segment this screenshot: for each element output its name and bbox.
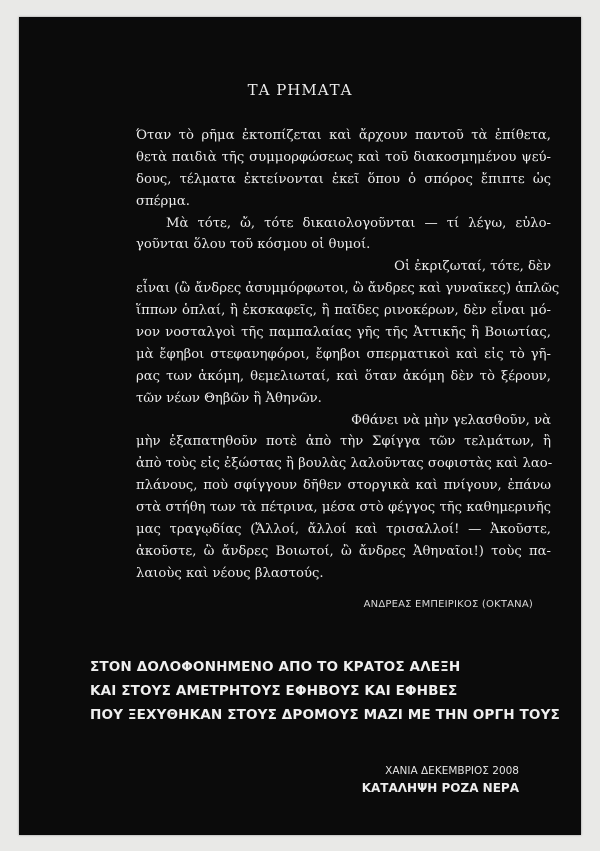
poem-line: εἶναι (ὢ ἄνδρες ἀσυμμόρφωτοι, ὢ ἄνδρες καὶ γυναῖκες) ἁπλῶς: [136, 281, 560, 297]
poem-line: ἵππων ὁπλαί, ἢ ἐκσκαφεῖς, ἢ παῖδες ρινοκέρων, δὲν εἶναι μό-: [136, 303, 551, 319]
poem-line: γοῦνται ὅλου τοῦ κόσμου οἱ θυμοί.: [136, 237, 371, 253]
dedication-line: ΣΤΟΝ ΔΟΛΟΦΟΝΗΜΕΝΟ ΑΠΟ ΤΟ ΚΡΑΤΟΣ ΑΛΕΞΗ: [90, 659, 461, 675]
signature: ΚΑΤΑΛΗΨΗ ΡΟΖΑ ΝΕΡΑ: [361, 781, 519, 795]
poem-line: Μὰ τότε, ὤ, τότε δικαιολογοῦνται — τί λέγω, εὐλο-: [166, 215, 551, 231]
poem-title: ΤΑ ΡΗΜΑΤΑ: [247, 81, 353, 99]
poem-line: ἀπὸ τοὺς εἰς ἐξώστας ἢ βουλὰς λαλοῦντας σοφιστὰς καὶ λαο-: [136, 456, 553, 472]
poem-line: ρας των ἀκόμη, θεμελιωταί, καὶ ὅταν ἀκόμη δὲν τὸ ξέρουν,: [136, 368, 551, 384]
poem-attribution: ΑΝΔΡΕΑΣ ΕΜΠΕΙΡΙΚΟΣ (ΟΚΤΑΝΑ): [363, 599, 533, 610]
poem-line: νον νοσταλγοὶ τῆς παμπαλαίας γῆς τῆς Ἀττικῆς ἢ Βοιωτίας,: [136, 325, 551, 341]
poem-line: πλάνους, ποὺ σφίγγουν δῆθεν στοργικὰ καὶ πνίγουν, ἐπάνω: [136, 478, 551, 494]
poem-line: λαιοὺς καὶ νέους βλαστούς.: [136, 565, 324, 581]
poem-line: στὰ στήθη των τὰ πέτρινα, μέσα στὸ φέγγος τῆς καθημερινῆς: [136, 500, 551, 516]
dedication: [90, 655, 560, 727]
poem-line: Όταν τὸ ρῆμα ἐκτοπίζεται καὶ ἄρχουν παντοῦ τὰ ἐπίθετα,: [136, 128, 551, 143]
poem-line: Φθάνει νὰ μὴν γελασθοῦν, νὰ: [351, 412, 551, 428]
poem-line: θετὰ παιδιὰ τῆς συμμορφώσεως καὶ τοῦ διακοσμημένου ψεύ-: [136, 149, 551, 165]
dedication-line: ΠΟΥ ΞΕΧΥΘΗΚΑΝ ΣΤΟΥΣ ΔΡΟΜΟΥΣ ΜΑΖΙ ΜΕ ΤΗΝ ΟΡΓΗ ΤΟΥΣ: [90, 707, 560, 723]
poem-line: δους, τέλματα ἐκτείνονται ἐκεῖ ὅπου ὁ σπόρος ἔπιπτε ὡς: [136, 171, 551, 187]
poster: [19, 17, 581, 835]
dedication-line: ΚΑΙ ΣΤΟΥΣ ΑΜΕΤΡΗΤΟΥΣ ΕΦΗΒΟΥΣ ΚΑΙ ΕΦΗΒΕΣ: [90, 683, 458, 699]
poem-line: μὴν ἐξαπατηθοῦν ποτὲ ἀπὸ τὴν Σφίγγα τῶν τελμάτων, ἢ: [136, 434, 551, 450]
poem-line: σπέρμα.: [136, 193, 190, 209]
poem-line: μὰ ἔφηβοι στεφανηφόροι, ἔφηβοι σπερματικοὶ καὶ εἰς τὸ γῆ-: [136, 346, 551, 362]
poem-line: τῶν νέων Θηβῶν ἢ Ἀθηνῶν.: [136, 390, 322, 406]
poem-line: μας τραγῳδίας (Ἄλλοί, ἄλλοί καὶ τρισαλλοί! — Ἀκοῦστε,: [136, 522, 551, 538]
poem-body: [136, 125, 560, 585]
poem-line: Οἱ ἐκριζωταί, τότε, δὲν: [394, 259, 551, 275]
poem-line: ἀκοῦστε, ὢ ἄνδρες Βοιωτοί, ὢ ἄνδρες Ἀθηναῖοι!) τοὺς πα-: [136, 543, 551, 559]
place-date: ΧΑΝΙΑ ΔΕΚΕΜΒΡΙΟΣ 2008: [385, 765, 519, 777]
